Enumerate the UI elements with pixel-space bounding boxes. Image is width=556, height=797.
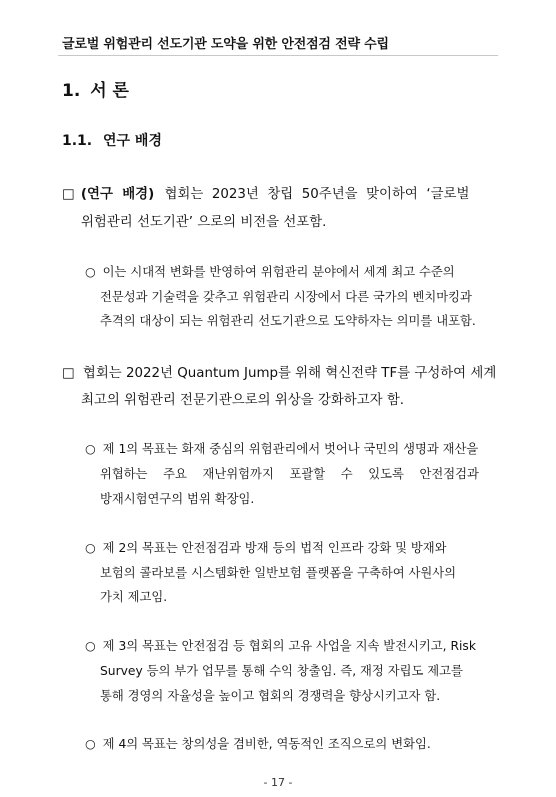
document-header: 글로벌 위험관리 선도기관 도약을 위한 안전점검 전략 수립 <box>62 37 389 52</box>
goal-text: 제 1의 목표는 화재 중심의 위험관리에서 벗어나 국민의 생명과 재산을 <box>102 442 479 456</box>
header-divider <box>58 55 498 56</box>
paragraph-2-line-1 <box>62 362 496 381</box>
goal-text: 제 4의 목표는 창의성을 겸비한, 역동적인 조직으로의 변화임. <box>102 737 431 751</box>
paragraph-1-line-1 <box>62 183 469 202</box>
paragraph-label: (연구 배경) <box>80 187 155 202</box>
section-heading <box>62 76 129 101</box>
section-title: 서 론 <box>90 81 129 101</box>
circle-bullet-icon: ○ <box>85 737 96 751</box>
goal-3-line-2: Survey 등의 부가 업무를 통해 수익 창출임. 즉, 재정 자립도 제고를 <box>100 664 463 678</box>
goal-3-line-3: 통해 경영의 자율성을 높이고 협회의 경쟁력을 향상시키고자 함. <box>100 689 441 703</box>
circle-bullet-icon: ○ <box>85 541 96 555</box>
subsection-number: 1.1. <box>62 133 93 149</box>
sub-item-1-line-3: 추격의 대상이 되는 위험관리 선도기관으로 도약하자는 의미를 내포함. <box>100 314 476 328</box>
goal-2-line-3: 가치 제고임. <box>100 590 168 604</box>
goal-text: 제 2의 목표는 안전점검과 방재 등의 법적 인프라 강화 및 방재와 <box>102 541 447 555</box>
sub-item-1-line-1 <box>85 262 455 280</box>
section-number: 1. <box>62 81 81 101</box>
circle-bullet-icon: ○ <box>85 265 96 279</box>
paragraph-2-line-2: 최고의 위험관리 전문기관으로의 위상을 강화하고자 함. <box>81 393 405 408</box>
paragraph-text: 협회는 2022년 Quantum Jump를 위해 혁신전략 TF를 구성하여 세계 <box>82 366 497 381</box>
subsection-heading <box>62 130 162 150</box>
paragraph-1-line-2: 위험관리 선도기관’ 으로의 비전을 선포함. <box>81 215 327 230</box>
goal-1-line-3: 방재시험연구의 범위 확장임. <box>100 492 255 506</box>
goal-3-line-1 <box>85 636 476 654</box>
goal-text: 제 3의 목표는 안전점검 등 협회의 고유 사업을 지속 발전시키고, Risk <box>102 639 476 653</box>
square-bullet-icon: □ <box>62 187 75 202</box>
page-number: - 17 - <box>263 776 293 789</box>
paragraph-text: 협회는 2023년 창립 50주년을 맞이하여 ‘글로벌 <box>164 187 470 202</box>
goal-1-line-1 <box>85 439 478 457</box>
goal-1-line-2: 위협하는 주요 재난위험까지 포괄할 수 있도록 안전점검과 <box>100 467 479 481</box>
goal-4-line-1 <box>85 734 431 752</box>
goal-2-line-2: 보험의 콜라보를 시스템화한 일반보험 플랫폼을 구축하여 사원사의 <box>100 566 457 580</box>
sub-item-text: 이는 시대적 변화를 반영하여 위험관리 분야에서 세계 최고 수준의 <box>102 265 455 279</box>
goal-2-line-1 <box>85 538 447 556</box>
sub-item-1-line-2: 전문성과 기술력을 갖추고 위험관리 시장에서 다른 국가의 벤치마킹과 <box>100 290 472 304</box>
circle-bullet-icon: ○ <box>85 442 96 456</box>
subsection-title: 연구 배경 <box>103 133 162 149</box>
square-bullet-icon: □ <box>62 366 75 381</box>
circle-bullet-icon: ○ <box>85 639 96 653</box>
